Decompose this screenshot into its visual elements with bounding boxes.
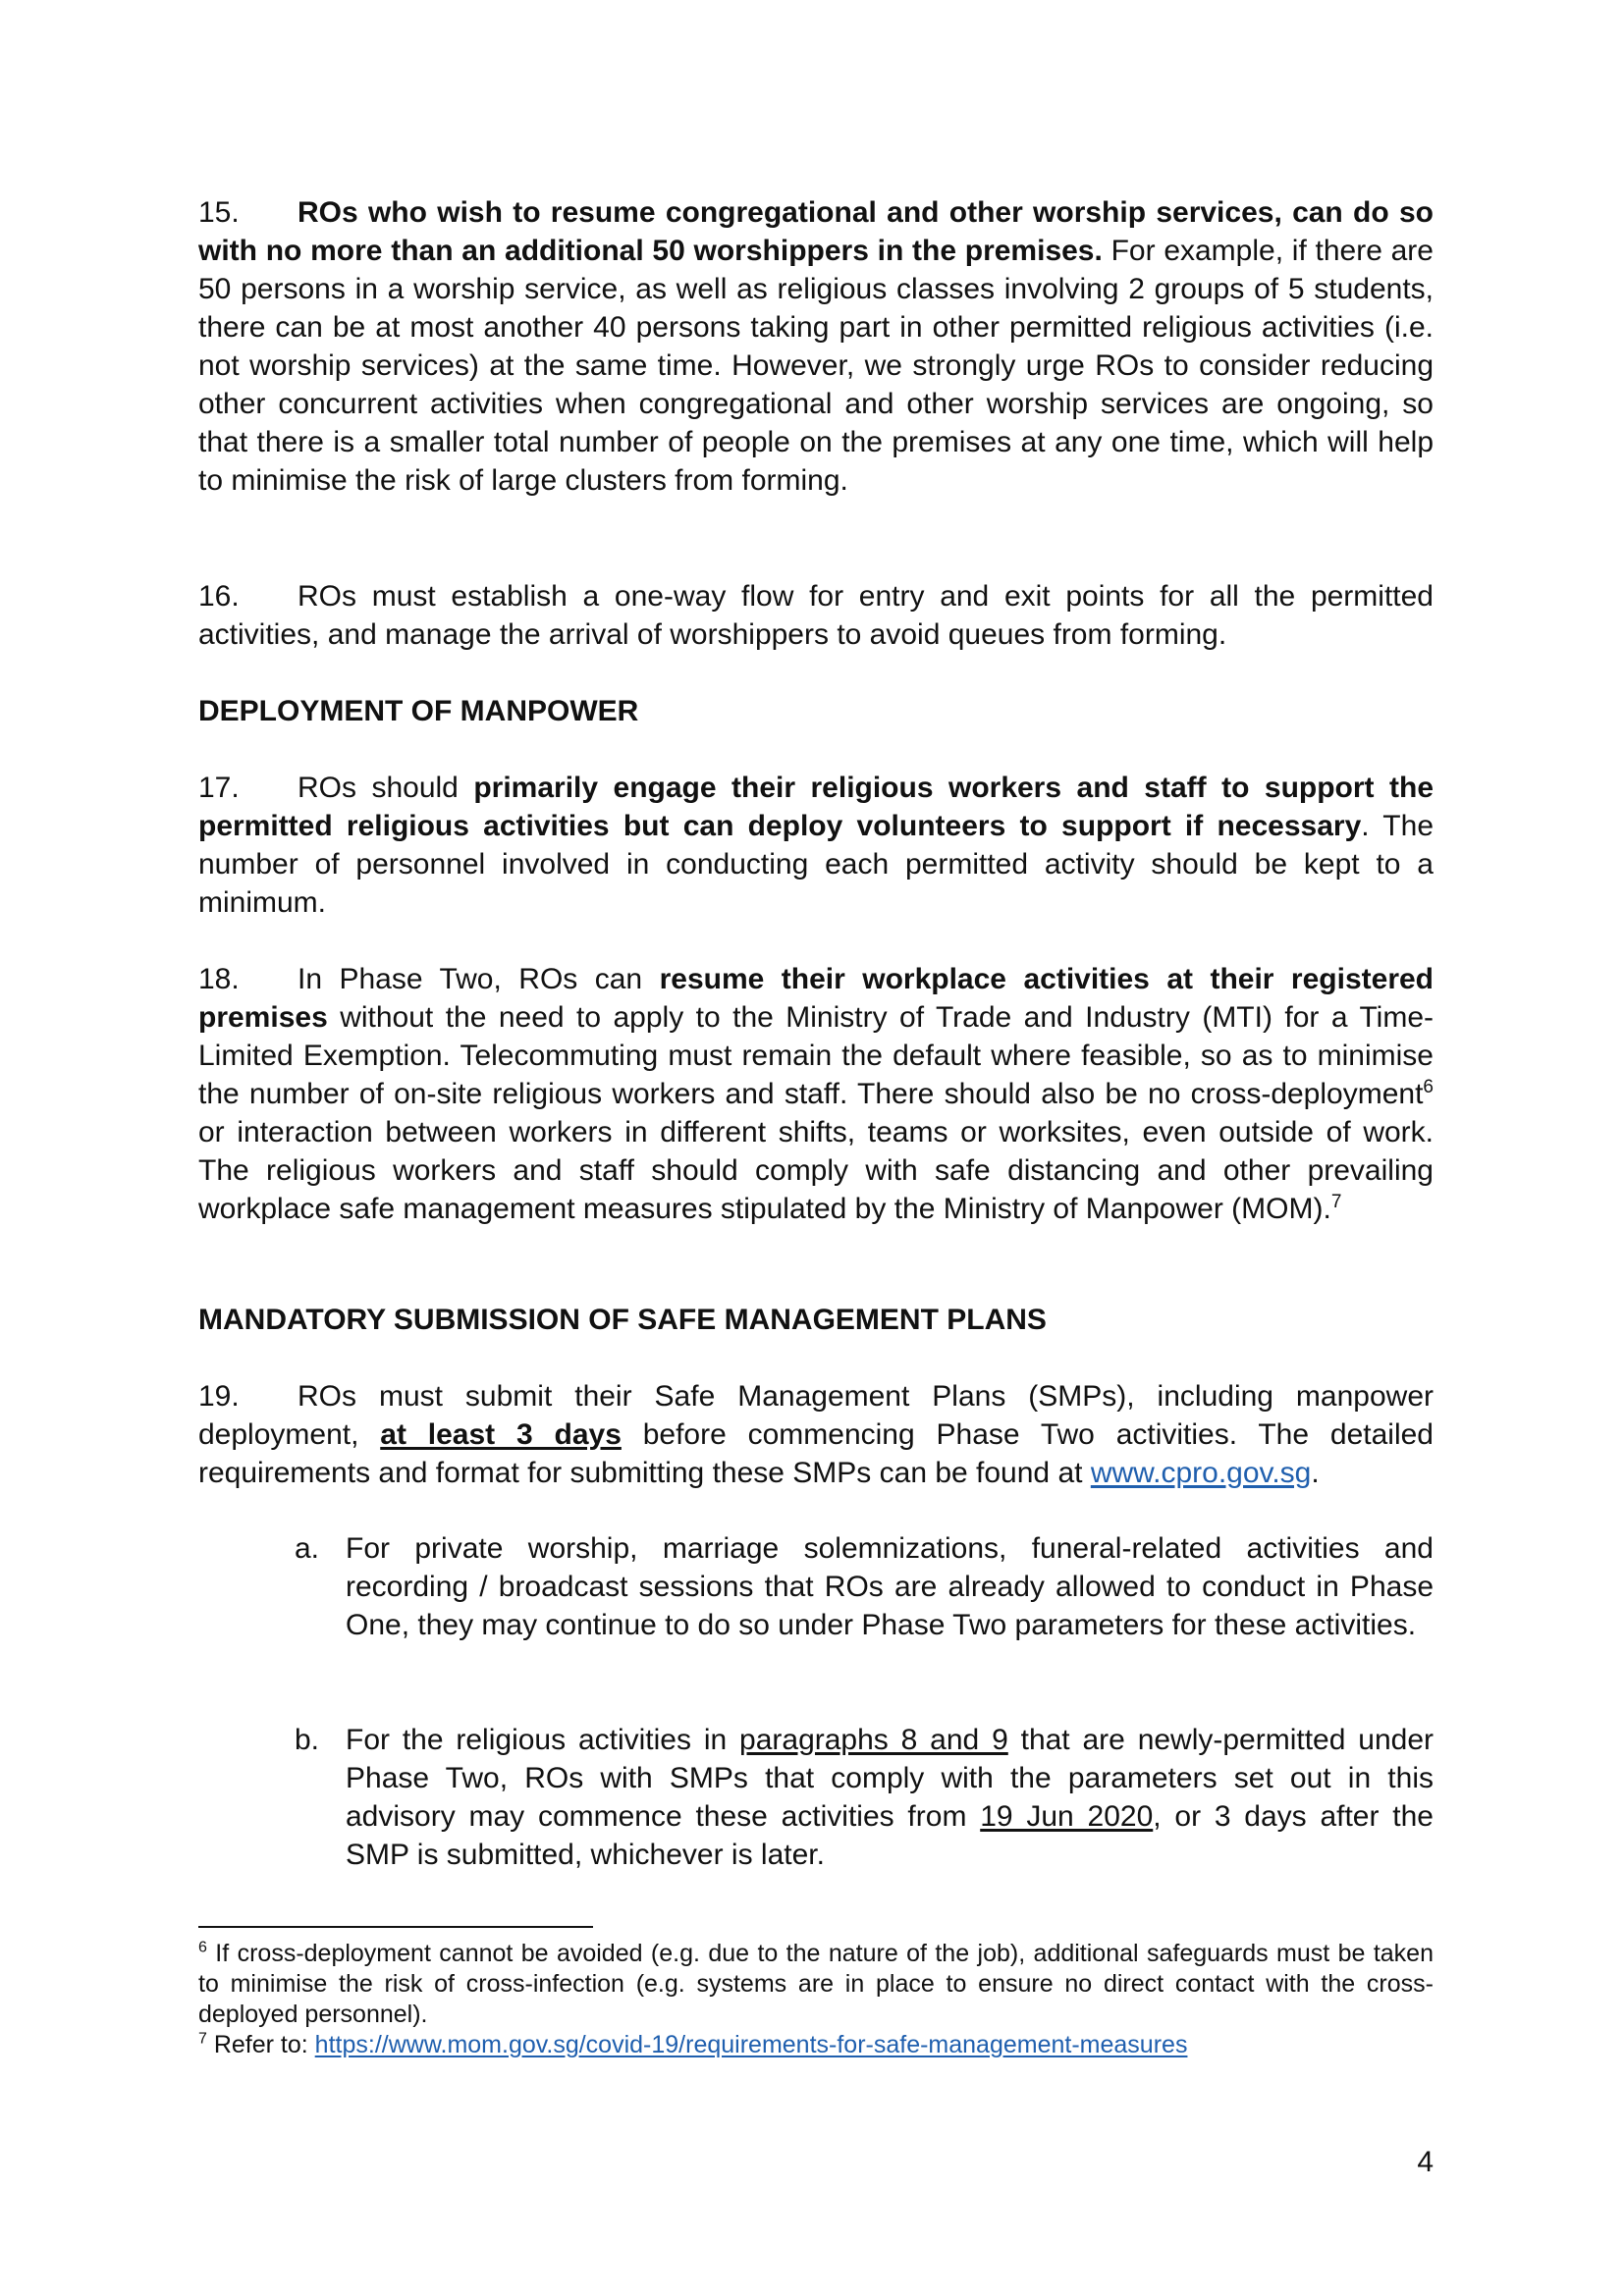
paragraph-text: before commencing Phase Two activities. The detailed requirements and format for submitting these SMPs can be found at [198, 1418, 1434, 1489]
date-reference: 19 Jun 2020 [980, 1800, 1154, 1833]
bold-text: ROs who wish to resume congregational and other worship services, can do so with no more than an additional 50 worshippers in the premises. [198, 196, 1434, 267]
text-span: , or 3 days after the SMP is submitted, whichever is later. [346, 1800, 1434, 1871]
footnote-text: If cross-deployment cannot be avoided (e.g. due to the nature of the job), additional safeguards must be taken to minimise the risk of cross-infection (e.g. systems are in place to ensure no direct contact with the cross-deployed personnel). [198, 1940, 1434, 2028]
list-item-b [295, 1721, 1434, 1874]
footnotes [198, 1939, 1434, 2060]
paragraph-15 [198, 193, 1434, 500]
bold-text: resume their workplace activities at their registered premises [198, 963, 1434, 1034]
bold-underlined-text: at least 3 days [380, 1418, 622, 1451]
paragraph-number: 17. [198, 772, 240, 804]
page-number: 4 [1417, 2146, 1434, 2178]
list-item-text: For private worship, marriage solemnizations, funeral-related activities and recording / broadcast sessions that ROs are already allowed to conduct in Phase One, they may continue to do so under Phase Two parameters for these activities. [346, 1532, 1434, 1641]
cpro-link[interactable]: www.cpro.gov.sg [1090, 1457, 1312, 1489]
paragraph-19 [198, 1377, 1434, 1492]
paragraph-18 [198, 960, 1434, 1228]
paragraph-number: 18. [198, 963, 240, 995]
footnote-marker: 6 [198, 1939, 207, 1956]
paragraph-text: ROs should [298, 772, 474, 804]
list-marker: b. [295, 1724, 320, 1756]
paragraph-text: . The number of personnel involved in conducting each permitted activity should be kept to a minimum. [198, 810, 1435, 919]
paragraph-text: ROs must establish a one-way flow for entry and exit points for all the permitted activities, and manage the arrival of worshippers to avoid queues from forming. [198, 580, 1434, 651]
footnote-ref-7[interactable]: 7 [1330, 1192, 1342, 1212]
paragraph-number: 16. [198, 580, 240, 613]
footnote-6 [198, 1939, 1434, 2030]
list-item-a [295, 1529, 1434, 1644]
footnote-separator [198, 1926, 593, 1928]
list-item-text [346, 1721, 1434, 1874]
bold-text: primarily engage their religious workers and staff to support the permitted religious activities but can deploy volunteers to support if necessary [198, 772, 1435, 842]
section-heading-smp: MANDATORY SUBMISSION OF SAFE MANAGEMENT PLANS [198, 1304, 1047, 1336]
mom-link[interactable]: https://www.mom.gov.sg/covid-19/requirements-for-safe-management-measures [314, 2031, 1188, 2058]
section-heading-manpower: DEPLOYMENT OF MANPOWER [198, 695, 639, 727]
paragraph-number: 19. [198, 1380, 240, 1413]
text-span: that are newly-permitted under Phase Two, ROs with SMPs that comply with the parameters set out in this advisory may commence these activities from [346, 1724, 1435, 1833]
paragraph-17 [198, 769, 1434, 922]
footnote-7 [198, 2030, 1434, 2060]
paragraph-text: or interaction between workers in different shifts, teams or worksites, even outside of work. The religious workers and staff should comply with safe distancing and other prevailing workplace safe management measures stipulated by the Ministry of Manpower (MOM). [198, 1116, 1434, 1225]
period: . [1311, 1457, 1320, 1489]
paragraph-number: 15. [198, 196, 240, 229]
paragraph-text: In Phase Two, ROs can [298, 963, 660, 995]
text-span: For the religious activities in [346, 1724, 740, 1756]
paragraph-text: ROs must submit their Safe Management Plans (SMPs), including manpower deployment, [198, 1380, 1434, 1451]
footnote-ref-6[interactable]: 6 [1423, 1077, 1434, 1097]
paragraph-16 [198, 577, 1434, 654]
paragraphs-reference: paragraphs 8 and 9 [739, 1724, 1008, 1756]
paragraph-text: For example, if there are 50 persons in a worship service, as well as religious classes involving 2 groups of 5 students, there can be at most another 40 persons taking part in other permitted religious activities (i.e. not worship services) at the same time. However, we strongly urge ROs to consider reducing other concurrent activities when congregational and other worship services are ongoing, so that there is a smaller total number of people on the premises at any one time, which will help to minimise the risk of large clusters from forming. [198, 235, 1434, 497]
footnote-text: Refer to: [206, 2031, 315, 2058]
footnote-marker: 7 [198, 2030, 207, 2048]
paragraph-text: without the need to apply to the Ministry of Trade and Industry (MTI) for a Time-Limited Exemption. Telecommuting must remain the default where feasible, so as to minimise the number of on-site religious workers and staff. There should also be no cross-deployment [198, 1001, 1434, 1110]
list-marker: a. [295, 1532, 320, 1565]
